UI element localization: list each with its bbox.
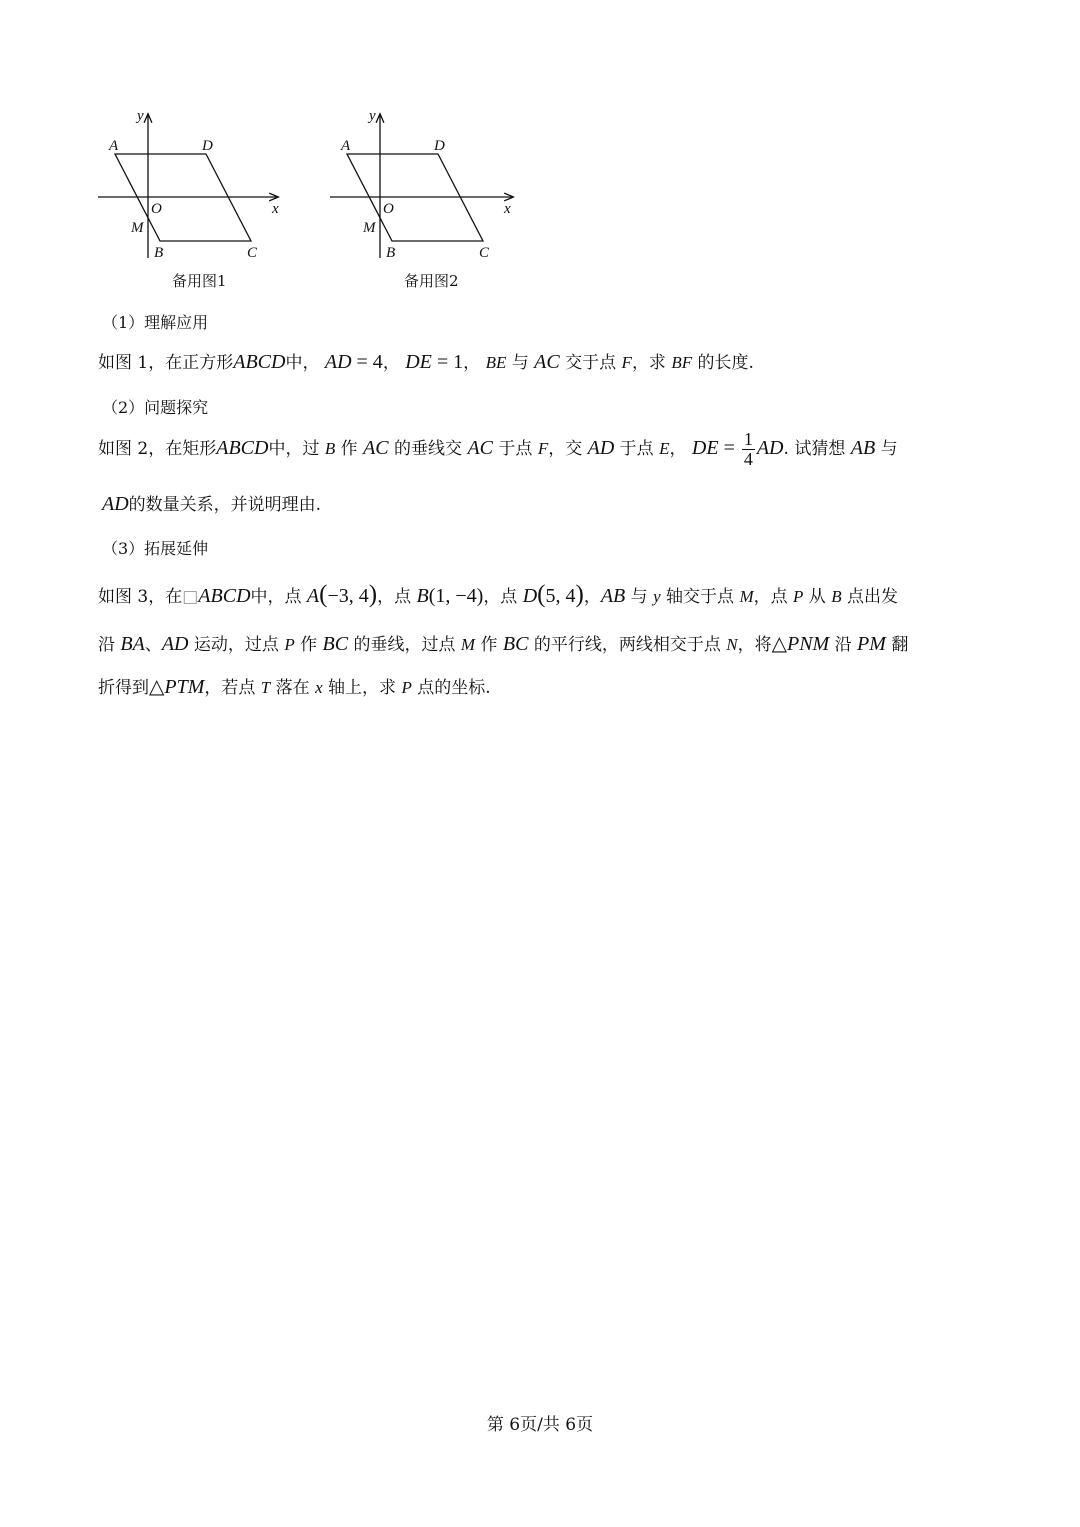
parallelogram-symbol: □ <box>182 587 199 607</box>
label-C: C <box>247 245 258 261</box>
section-1-text: 如图 1，在正方形ABCD中， AD = 4， DE = 1， BE 与 AC 交于点 F，求 BF 的长度. <box>98 351 754 373</box>
figure-2-diagram <box>327 100 527 265</box>
label-x: x <box>272 201 279 217</box>
section-3-title: （3）拓展延伸 <box>102 539 209 558</box>
label-A: A <box>109 138 119 154</box>
section-3-text-line2: 沿 BA、AD 运动，过点 P 作 BC 的垂线，过点 M 作 BC 的平行线，两线相交于点 N，将△PNM 沿 PM 翻 <box>98 633 909 655</box>
section-2-text-line2: AD的数量关系，并说明理由. <box>102 493 322 515</box>
section-1-title: （1）理解应用 <box>102 313 209 332</box>
figure-1-diagram <box>95 100 295 265</box>
section-2-text-line1: 如图 2，在矩形ABCD中，过 B 作 AC 的垂线交 AC 于点 F，交 AD 于点 E， DE = $\frac{1}{4}$ AD. 试猜想 AB 与 <box>98 429 898 469</box>
label-x: x <box>504 201 511 217</box>
label-O: O <box>383 201 394 217</box>
label-A: A <box>341 138 351 154</box>
label-B: B <box>154 245 164 261</box>
figure-2-caption: 备用图2 <box>404 272 459 290</box>
label-O: O <box>151 201 162 217</box>
label-D: D <box>434 138 445 154</box>
label-D: D <box>202 138 213 154</box>
page-footer: 第 6页/共 6页 <box>486 1415 594 1435</box>
figure-1 <box>95 100 295 265</box>
label-y: y <box>369 108 376 124</box>
label-M: M <box>131 220 144 236</box>
section-2-title: （2）问题探究 <box>102 398 209 417</box>
label-y: y <box>137 108 144 124</box>
label-C: C <box>479 245 490 261</box>
section-3-text-line1: 如图 3，在□ABCD中，点 A(−3, 4)，点 B(1, −4)，点 D(5, 4)，AB 与 y 轴交于点 M，点 P 从 B 点出发 <box>98 581 899 608</box>
figure-1-caption: 备用图1 <box>172 272 227 290</box>
label-M: M <box>363 220 376 236</box>
fraction-one-quarter: $\frac{1}{4}$ <box>743 429 753 469</box>
section-3-text-line3: 折得到△PTM，若点 T 落在 x 轴上，求 P 点的坐标. <box>98 676 491 698</box>
figure-2 <box>327 100 527 265</box>
label-B: B <box>386 245 396 261</box>
